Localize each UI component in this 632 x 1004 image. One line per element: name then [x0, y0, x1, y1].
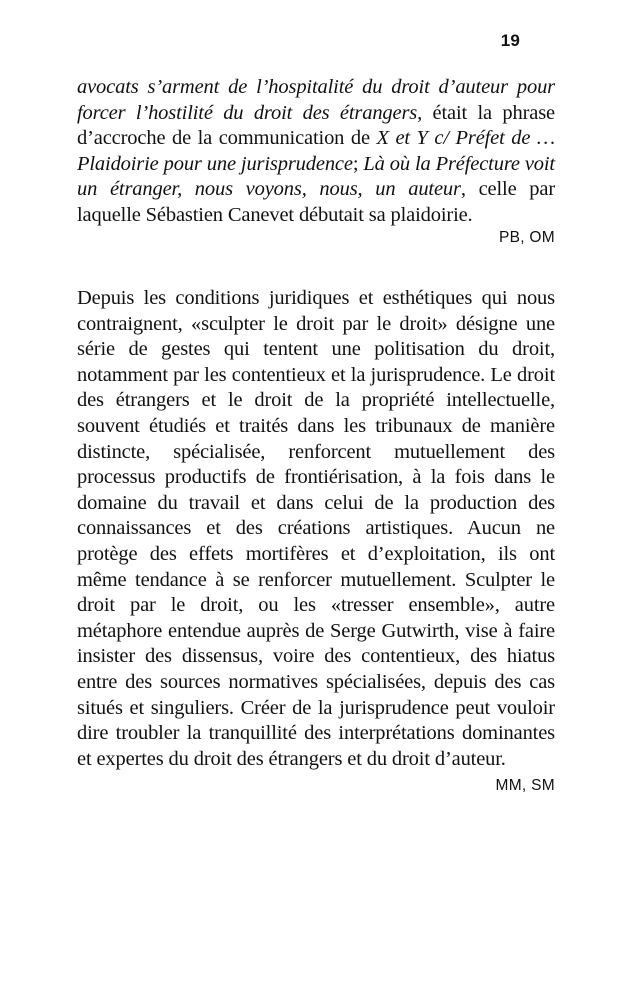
quote-signature: PB, OM: [498, 228, 555, 246]
quote-text-3: , celle par laquelle Sébastien Canevet débutait sa plaidoirie.: [77, 178, 555, 226]
quote-text-1: , était la phrase d’accroche de la communication de: [77, 101, 556, 150]
quote-text-2: ;: [352, 152, 364, 175]
quote-italic-phrase: Là où la Préfecture voit un étranger, nous voyons, nous, un auteur: [77, 152, 555, 201]
essay-section: [77, 286, 555, 796]
essay-signature: MM, SM: [495, 777, 555, 795]
quote-italic-opening: avocats s’arment de l’hospitalité du droit d’auteur pour forcer l’hostilité du droit des étrangers: [77, 76, 555, 124]
page-number: 19: [500, 31, 520, 50]
quote-section: [77, 75, 555, 248]
quote-italic-title: X et Y c/ Préfet de … Plaidoirie pour une jurisprudence: [77, 127, 555, 175]
essay-paragraph: Depuis les conditions juridiques et esthétiques qui nous contraignent, «sculpter le droit par le droit» désigne une série de gestes qui tentent une politisation du droit, notamment par les contentieux et la jurisprudence. Le droit des étrangers et le droit de la propriété intellectuelle, souvent étudiés et traités dans les tribunaux de manière distincte, spécialisée, renforcent mutuellement des processus productifs de frontiérisation, à la fois dans le domaine du travail et dans celui de la production des connaissances et des créations artistiques. Aucun ne protège des effets mortifères et d’exploitation, ils ont même tendance à se renforcer mutuellement. Sculpter le droit par le droit, ou les «tresser ensemble», autre métaphore entendue auprès de Serge Gutwirth, vise à faire insister des dissensus, voire des contentieux, des hiatus entre des sources normatives spécialisées, depuis des cas situés et singuliers. Créer de la jurisprudence peut vouloir dire troubler la tranquillité des interprétations dominantes et expertes du droit des étrangers et du droit d’auteur.: [77, 287, 555, 770]
quote-paragraph: [77, 75, 555, 229]
